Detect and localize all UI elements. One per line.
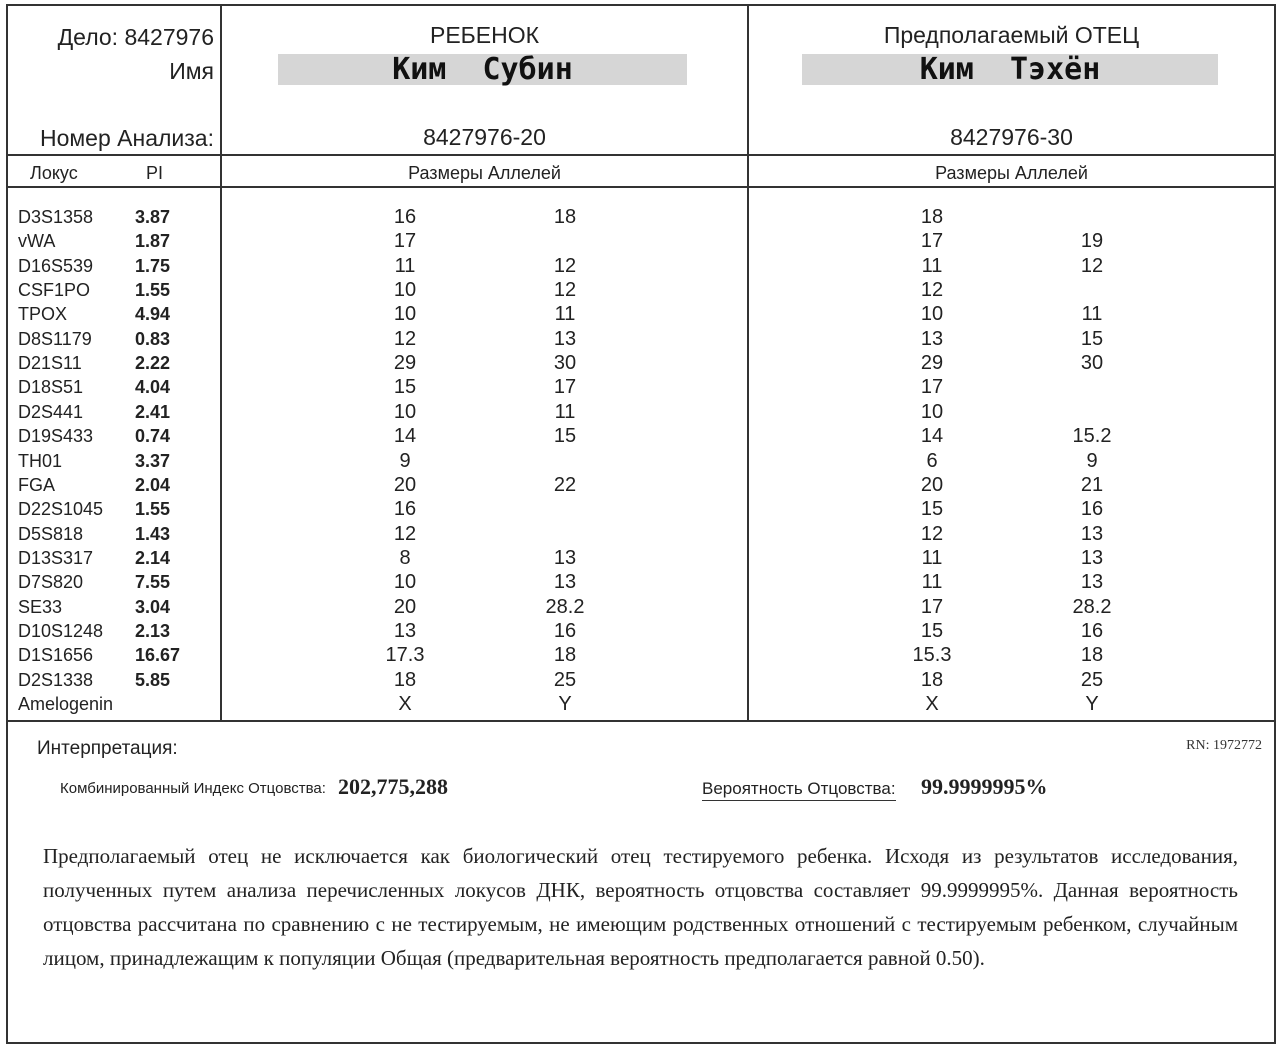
- locus-row: [0, 327, 1284, 351]
- locus-row: [0, 375, 1284, 399]
- father-allele-1: 15: [920, 498, 944, 521]
- father-allele-1: 20: [920, 473, 944, 496]
- child-allele-1: 18: [393, 668, 417, 691]
- conclusion-paragraph: Предполагаемый отец не исключается как биологический отец тестируемого ребенка. Исходя из результатов исследования, полученных путем анализа перечисленных локусов ДНК, вероятность отцовства составляет 99.9999995%. Данная вероятность отцовства рассчитана по сравнению с не тестируемым, не имеющим родственных отношений с тестируемым ребенком, случайным лицом, принадлежащим к популяции Общая (предварительная вероятность предполагается равной 0.50).: [43, 844, 1238, 970]
- father-allele-1: 17: [920, 595, 944, 618]
- father-alleles-header: Размеры Аллелей: [935, 163, 1088, 183]
- father-allele-1: 18: [920, 206, 944, 228]
- father-allele-2: 15: [1080, 327, 1104, 350]
- father-allele-1: 12: [920, 522, 944, 545]
- child-allele-2: 13: [553, 327, 577, 350]
- locus-row: [0, 668, 1284, 692]
- locus-name: SE33: [18, 596, 63, 617]
- locus-row: [0, 351, 1284, 375]
- child-allele-2: 13: [553, 571, 577, 594]
- locus-name: D8S1179: [18, 328, 92, 349]
- child-allele-1: 10: [393, 279, 417, 302]
- father-allele-2: 18: [1080, 644, 1104, 667]
- pi-value: 1.87: [135, 231, 171, 252]
- locus-row: [0, 619, 1284, 643]
- child-allele-1: 20: [393, 473, 417, 496]
- child-allele-2: 25: [553, 668, 577, 691]
- pi-column-header: PI: [146, 163, 164, 183]
- pi-value: 1.55: [135, 499, 171, 520]
- child-allele-1: 16: [393, 498, 417, 521]
- child-allele-2: 30: [553, 352, 577, 375]
- child-analysis-number: 8427976-20: [423, 124, 546, 150]
- locus-column-header: Локус: [30, 163, 78, 183]
- locus-row: [0, 205, 1284, 229]
- child-allele-2: 15: [553, 425, 577, 448]
- pi-value: 2.14: [135, 547, 171, 568]
- locus-row: [0, 278, 1284, 302]
- locus-row: [0, 497, 1284, 521]
- child-allele-2: 12: [553, 279, 577, 302]
- child-allele-2: 28.2: [545, 595, 585, 618]
- father-allele-1: 15.3: [912, 644, 952, 667]
- father-allele-1: 17: [920, 230, 944, 253]
- locus-name: FGA: [18, 474, 56, 495]
- probability-value: 99.9999995%: [921, 774, 1048, 799]
- father-allele-1: 17: [920, 376, 944, 399]
- pi-value: 3.37: [135, 450, 171, 471]
- child-allele-1: 16: [393, 206, 417, 228]
- father-allele-1: 12: [920, 279, 944, 302]
- father-allele-2: 13: [1080, 522, 1104, 545]
- pi-value: 1.75: [135, 255, 171, 276]
- child-allele-1: 11: [394, 254, 416, 277]
- child-allele-1: 17: [393, 230, 417, 253]
- pi-value: 1.55: [135, 280, 171, 301]
- locus-row: [0, 254, 1284, 278]
- child-allele-1: 8: [399, 546, 411, 569]
- pi-value: 4.94: [135, 304, 171, 325]
- father-analysis-number: 8427976-30: [950, 124, 1073, 150]
- locus-row: [0, 302, 1284, 326]
- locus-name: D22S1045: [18, 499, 104, 520]
- child-name-bar: [278, 54, 687, 85]
- locus-name: D19S433: [18, 426, 94, 447]
- pi-value: 1.43: [135, 523, 171, 544]
- child-allele-1: 15: [393, 376, 417, 399]
- locus-row: [0, 595, 1284, 619]
- father-allele-1: 18: [920, 668, 944, 691]
- child-allele-2: 12: [553, 254, 577, 277]
- father-allele-2: 21: [1080, 473, 1104, 496]
- father-allele-2: 25: [1080, 668, 1104, 691]
- cpi-value: 202,775,288: [338, 774, 448, 799]
- locus-name: D3S1358: [18, 207, 94, 227]
- father-allele-2: 13: [1080, 571, 1104, 594]
- locus-name: D18S51: [18, 377, 84, 398]
- locus-name: TPOX: [18, 304, 68, 325]
- pi-value: 0.74: [135, 426, 171, 447]
- child-allele-1: 17.3: [385, 644, 425, 667]
- pi-value: 2.13: [135, 620, 171, 641]
- child-allele-2: 17: [553, 376, 577, 399]
- pi-value: 16.67: [135, 645, 181, 666]
- child-allele-2: 11: [554, 303, 576, 326]
- child-column-title: РЕБЕНОК: [429, 22, 539, 48]
- father-name-bar: [802, 54, 1218, 85]
- child-allele-1: X: [398, 693, 412, 715]
- father-allele-1: 15: [920, 619, 944, 642]
- father-allele-2: 15.2: [1072, 425, 1112, 448]
- pi-value: 3.04: [135, 596, 171, 617]
- locus-row: [0, 424, 1284, 448]
- locus-name: CSF1PO: [18, 280, 91, 301]
- child-allele-2: Y: [558, 693, 572, 715]
- subheader-bottom-line: [6, 186, 1276, 188]
- header-bottom-line: [6, 154, 1276, 156]
- locus-name: D21S11: [18, 353, 82, 374]
- table-bottom-line: [6, 720, 1276, 722]
- child-allele-1: 13: [393, 619, 417, 642]
- child-allele-2: 11: [554, 400, 576, 423]
- locus-name: D5S818: [18, 523, 84, 544]
- pi-value: 2.04: [135, 474, 171, 495]
- father-allele-2: 12: [1080, 254, 1104, 277]
- child-allele-2: 16: [553, 619, 577, 642]
- pi-value: 2.22: [135, 353, 171, 374]
- locus-row: [0, 522, 1284, 546]
- child-name: Ким Субин: [392, 52, 573, 87]
- father-allele-2: 9: [1086, 449, 1098, 472]
- child-allele-1: 10: [393, 571, 417, 594]
- father-allele-1: 11: [921, 571, 943, 594]
- locus-name: D1S1656: [18, 645, 94, 666]
- father-allele-1: 29: [920, 352, 944, 375]
- locus-row: [0, 229, 1284, 253]
- father-allele-2: 16: [1080, 498, 1104, 521]
- locus-name: D13S317: [18, 547, 94, 568]
- locus-row: [0, 400, 1284, 424]
- pi-value: 7.55: [135, 572, 171, 593]
- pi-value: 3.87: [135, 207, 171, 227]
- father-allele-1: 10: [920, 303, 944, 326]
- father-allele-1: 14: [920, 425, 944, 448]
- child-alleles-header: Размеры Аллелей: [408, 163, 561, 183]
- father-allele-2: 13: [1080, 546, 1104, 569]
- case-number: Дело: 8427976: [57, 24, 214, 50]
- father-allele-1: X: [925, 693, 939, 715]
- locus-row: [0, 570, 1284, 594]
- child-allele-2: 18: [553, 206, 577, 228]
- child-allele-2: 13: [553, 546, 577, 569]
- locus-name: vWA: [18, 231, 56, 252]
- analysis-number-label: Номер Анализа:: [39, 125, 214, 151]
- child-allele-1: 10: [393, 400, 417, 423]
- name-label: Имя: [169, 58, 214, 84]
- father-allele-1: 6: [926, 449, 938, 472]
- pi-value: 0.83: [135, 328, 171, 349]
- pi-value: 2.41: [135, 401, 171, 422]
- locus-name: D2S1338: [18, 669, 94, 690]
- child-allele-1: 10: [393, 303, 417, 326]
- cpi-label: Комбинированный Индекс Отцовства:: [60, 780, 326, 797]
- child-allele-1: 20: [393, 595, 417, 618]
- locus-name: TH01: [18, 450, 63, 471]
- locus-row: [0, 546, 1284, 570]
- father-allele-1: 10: [920, 400, 944, 423]
- father-allele-2: 30: [1080, 352, 1104, 375]
- probability-label: Вероятность Отцовства:: [702, 779, 896, 801]
- father-allele-2: 28.2: [1072, 595, 1112, 618]
- locus-row: [0, 449, 1284, 473]
- father-allele-2: 11: [1081, 303, 1103, 326]
- locus-row: [0, 692, 1284, 716]
- father-allele-2: 16: [1080, 619, 1104, 642]
- locus-name: D7S820: [18, 572, 84, 593]
- locus-row: [0, 643, 1284, 667]
- locus-name: Amelogenin: [18, 694, 114, 714]
- locus-name: D10S1248: [18, 620, 104, 641]
- child-allele-1: 12: [393, 327, 417, 350]
- child-allele-2: 22: [553, 473, 577, 496]
- father-column-title: Предполагаемый ОТЕЦ: [883, 22, 1140, 48]
- interpretation-title: Интерпретация:: [37, 738, 178, 759]
- father-allele-1: 11: [921, 254, 943, 277]
- report-number: RN: 1972772: [1186, 738, 1262, 753]
- locus-name: D2S441: [18, 401, 84, 422]
- child-allele-2: 18: [553, 644, 577, 667]
- pi-value: 4.04: [135, 377, 171, 398]
- child-allele-1: 9: [399, 449, 411, 472]
- father-allele-1: 13: [920, 327, 944, 350]
- child-allele-1: 29: [393, 352, 417, 375]
- father-name: Ким Тэхён: [919, 52, 1101, 87]
- child-allele-1: 12: [393, 522, 417, 545]
- father-allele-1: 11: [921, 546, 943, 569]
- father-allele-2: 19: [1080, 230, 1104, 253]
- pi-value: 5.85: [135, 669, 171, 690]
- locus-name: D16S539: [18, 255, 94, 276]
- locus-row: [0, 473, 1284, 497]
- father-allele-2: Y: [1085, 693, 1099, 715]
- child-allele-1: 14: [393, 425, 417, 448]
